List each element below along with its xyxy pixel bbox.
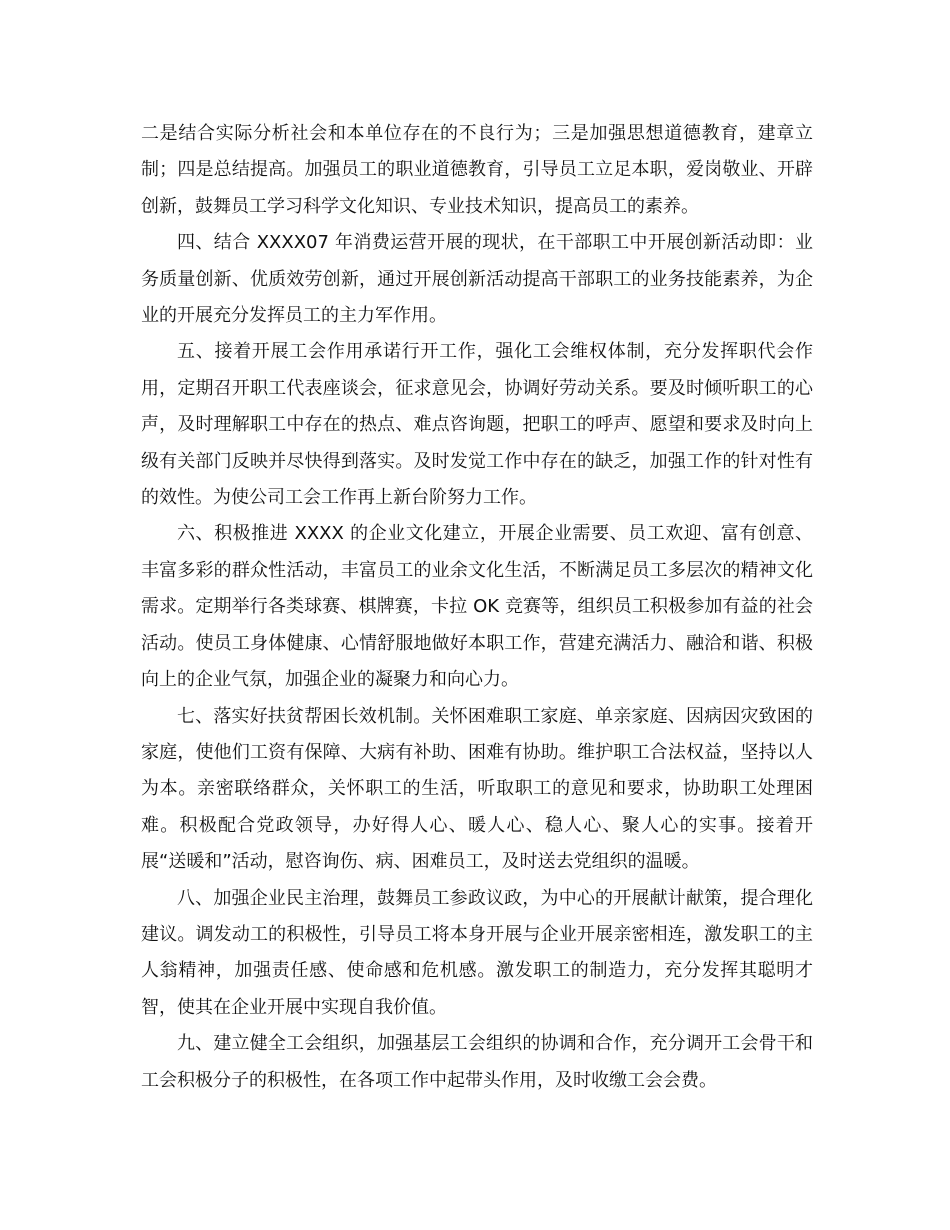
paragraph-item-5: 五、接着开展工会作用承诺行开工作，强化工会维权体制，充分发挥职代会作用，定期召开职工代表座谈会，征求意见会，协调好劳动关系。要及时倾听职工的心声，及时理解职工中存在的热点、难点咨询题，把职工的呼声、愿望和要求及时向上级有关部门反映并尽快得到落实。及时发觉工作中存在的缺乏，加强工作的针对性有的效性。为使公司工会工作再上新台阶努力工作。: [141, 341, 813, 509]
paragraph-item-7: 七、落实好扶贫帮困长效机制。关怀困难职工家庭、单亲家庭、因病因灾致困的家庭，使他们工资有保障、大病有补助、困难有协助。维护职工合法权益，坚持以人为本。亲密联络群众，关怀职工的生活，听取职工的意见和要求，协助职工处理困难。积极配合党政领导，办好得人心、暖人心、稳人心、聚人心的实事。接着开展“送暖和”活动，慰咨询伤、病、困难员工，及时送去党组织的温暖。: [141, 705, 813, 873]
paragraph-continuation: 二是结合实际分析社会和本单位存在的不良行为；三是加强思想道德教育，建章立制；四是总结提高。加强员工的职业道德教育，引导员工立足本职，爱岗敬业、开辟创新，鼓舞员工学习科学文化知识、专业技术知识，提高员工的素养。: [141, 123, 813, 217]
paragraph-item-8: 八、加强企业民主治理，鼓舞员工参政议政，为中心的开展献计献策，提合理化建议。调发动工的积极性，引导员工将本身开展与企业开展亲密相连，激发职工的主人翁精神，加强责任感、使命感和危机感。激发职工的制造力，充分发挥其聪明才智，使其在企业开展中实现自我价值。: [141, 887, 813, 1018]
paragraph-item-4: 四、结合 XXXX07 年消费运营开展的现状，在干部职工中开展创新活动即：业务质量创新、优质效劳创新，通过开展创新活动提高干部职工的业务技能素养，为企业的开展充分发挥员工的主力军作用。: [141, 232, 813, 327]
paragraph-item-6: 六、积极推进 XXXX 的企业文化建立，开展企业需要、员工欢迎、富有创意、丰富多彩的群众性活动，丰富员工的业余文化生活，不断满足员工多层次的精神文化需求。定期举行各类球赛、棋牌赛，卡拉 OK 竞赛等，组织员工积极参加有益的社会活动。使员工身体健康、心情舒服地做好本职工作，营建充满活力、融洽和谐、积极向上的企业气氛，加强企业的凝聚力和向心力。: [141, 523, 813, 691]
paragraph-item-9: 九、建立健全工会组织，加强基层工会组织的协调和合作，充分调开工会骨干和工会积极分子的积极性，在各项工作中起带头作用，及时收缴工会会费。: [141, 1033, 813, 1091]
document-body: [141, 116, 813, 1099]
